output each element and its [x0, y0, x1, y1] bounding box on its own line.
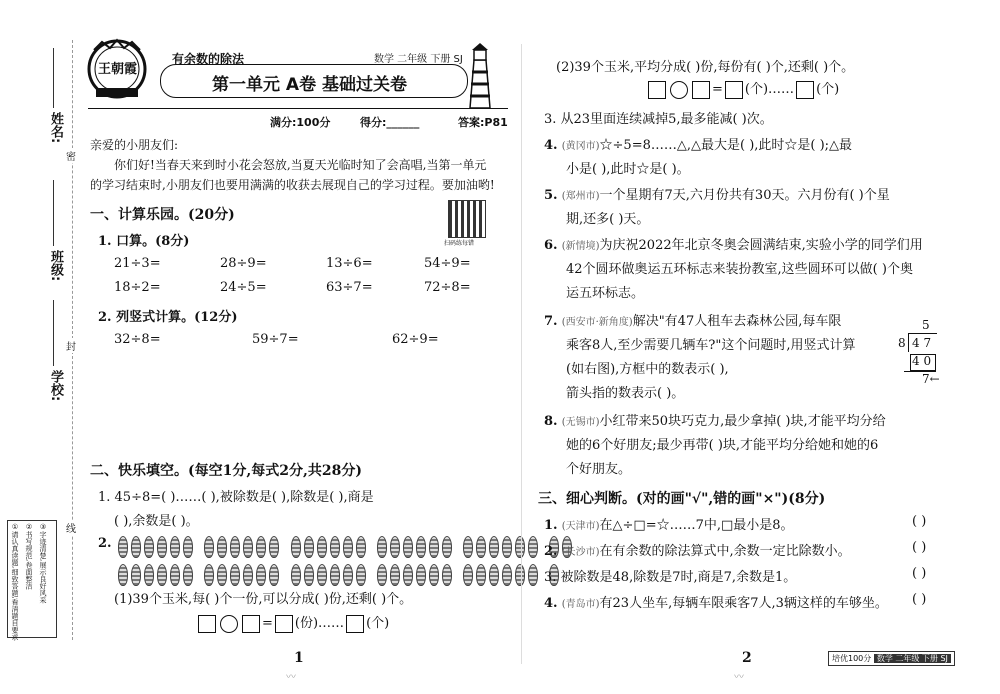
answer-box[interactable]	[346, 615, 364, 633]
q5-text: 一个星期有7天,六月份共有30天。六月份有( )个星	[599, 188, 890, 203]
oral-3[interactable]: 13÷6=	[326, 256, 373, 271]
j4-text: 有23人坐车,每辆车限乘客7人,3辆这样的车够坐。	[599, 596, 888, 611]
page-wave-right: 〰	[734, 672, 744, 683]
logo-text: 王朝霞	[98, 62, 138, 77]
region-tag: (无锡市)	[561, 417, 600, 428]
q6-number: 6.	[544, 238, 558, 253]
region-tag: (黄冈市)	[561, 141, 600, 152]
unit-topic: 有余数的除法	[172, 52, 245, 66]
q6-text: 为庆祝2022年北京冬奥会圆满结束,实验小学的同学们用	[599, 238, 923, 253]
section-2-title: 二、快乐填空。(每空1分,每式2分,共28分)	[90, 463, 362, 479]
note-2: ②书写规范,卷面整洁	[25, 523, 33, 590]
full-score: 满分:100分	[270, 116, 331, 129]
equation-frame-2[interactable]	[646, 78, 839, 99]
judge-3-answer[interactable]: ( )	[912, 566, 927, 581]
j1-number: 1.	[544, 518, 558, 533]
grade-info: 数学 二年级 下册 SJ	[374, 54, 463, 65]
notes-box	[7, 520, 57, 641]
answer-box[interactable]	[648, 81, 666, 99]
school-label: 学校:	[48, 370, 63, 402]
answer-box[interactable]	[692, 81, 710, 99]
j2-number: 2.	[544, 544, 558, 559]
answer-box[interactable]	[242, 615, 260, 633]
unit-label: (份)……	[294, 616, 345, 631]
oral-2[interactable]: 28÷9=	[220, 256, 267, 271]
region-tag: (西安市·新角度)	[561, 317, 633, 328]
q8-text: 小红带来50块巧克力,最少拿掉( )块,才能平均分给	[599, 414, 886, 429]
question-7-line-2: 乘客8人,至少需要几辆车?"这个问题时,用竖式计算	[566, 338, 856, 353]
division-divisor: 8	[898, 336, 906, 350]
school-line	[53, 300, 54, 366]
judge-4-answer[interactable]: ( )	[912, 592, 927, 607]
greeting: 亲爱的小朋友们:	[90, 138, 179, 152]
region-tag: (新情境)	[561, 241, 600, 252]
score-field[interactable]: 得分:______	[360, 116, 420, 129]
operator-circle[interactable]	[220, 615, 238, 633]
question-3[interactable]: 3. 从23里面连续减掉5,最多能减( )次。	[544, 112, 773, 127]
long-division-diagram	[896, 318, 956, 388]
page-number-left: 1	[294, 650, 304, 666]
oral-8[interactable]: 72÷8=	[424, 280, 471, 295]
region-tag: (长沙市)	[561, 547, 600, 558]
j4-number: 4.	[544, 596, 558, 611]
oral-4[interactable]: 54÷9=	[424, 256, 471, 271]
brand-logo	[82, 36, 152, 100]
note-3: ③字迹清楚,展示良好风采	[39, 523, 47, 604]
q4-text: ☆÷5=8……△,△最大是( ),此时☆是( );△最	[599, 138, 853, 153]
equals-sign: =	[262, 616, 273, 631]
region-tag: (青岛市)	[561, 599, 600, 610]
oral-6[interactable]: 24÷5=	[220, 280, 267, 295]
division-remainder: 7←	[922, 372, 940, 386]
page-wave-left: 〰	[286, 672, 296, 683]
region-tag: (郑州市)	[561, 191, 600, 202]
question-4-line-2[interactable]: 小是( ),此时☆是( )。	[566, 162, 690, 177]
seal-char-2: 封	[66, 338, 76, 353]
oral-7[interactable]: 63÷7=	[326, 280, 373, 295]
qr-caption: 扫码练每错	[444, 240, 475, 247]
s2-q1-line-1[interactable]: 1. 45÷8=( )……( ),被除数是( ),除数是( ),商是	[98, 490, 374, 505]
page-divider	[521, 44, 522, 664]
vertical-1[interactable]: 32÷8=	[114, 332, 161, 347]
brand-badge	[828, 651, 955, 666]
vertical-3[interactable]: 62÷9=	[392, 332, 439, 347]
q2-title: 2. 列竖式计算。(12分)	[98, 310, 238, 325]
question-5-line-1[interactable]	[544, 184, 890, 203]
class-label: 班级:	[48, 250, 63, 282]
q8-number: 8.	[544, 414, 558, 429]
oral-5[interactable]: 18÷2=	[114, 280, 161, 295]
corn-illustration	[118, 536, 575, 590]
question-7-line-1[interactable]	[544, 310, 841, 329]
note-1: ①请认真读题,细致答题,看清题目要求	[11, 523, 19, 641]
lighthouse-icon	[460, 42, 500, 110]
division-product: 4 0	[912, 354, 932, 368]
answer-box[interactable]	[198, 615, 216, 633]
answer-ref: 答案:P81	[458, 116, 508, 129]
division-quotient: 5	[922, 318, 930, 332]
question-6-line-3: 运五环标志。	[566, 286, 645, 301]
j1-text: 在△÷□=☆……7中,□最小是8。	[599, 518, 794, 533]
answer-box[interactable]	[725, 81, 743, 99]
header-rule	[88, 108, 508, 109]
oral-1[interactable]: 21÷3=	[114, 256, 161, 271]
unit-label: (个)	[366, 616, 390, 631]
question-8-line-3: 个好朋友。	[566, 462, 632, 477]
region-tag: (天津市)	[561, 521, 600, 532]
unit-label: (个)	[816, 82, 840, 97]
judge-1-answer[interactable]: ( )	[912, 514, 927, 529]
qr-code-icon[interactable]	[448, 200, 486, 238]
judge-4	[544, 592, 888, 611]
question-7-line-4[interactable]: 箭头指的数表示( )。	[566, 386, 685, 401]
judge-3: 3. 被除数是48,除数是7时,商是7,余数是1。	[544, 570, 797, 585]
seal-char-1: 密	[66, 148, 76, 163]
q1-title: 1. 口算。(8分)	[98, 234, 190, 249]
intro-line-1: 你们好!当春天来到时小花会怒放,当夏天光临时知了会高唱,当第一单元	[114, 158, 487, 172]
page-number-right: 2	[742, 650, 752, 666]
operator-circle[interactable]	[670, 81, 688, 99]
name-line	[53, 48, 54, 108]
j2-text: 在有余数的除法算式中,余数一定比除数小。	[599, 544, 851, 559]
intro-line-2: 的学习结束时,小朋友们也要用满满的收获去展现自己的学习过程。要加油哟!	[90, 178, 495, 192]
section-3-title: 三、细心判断。(对的画"√",错的画"×")(8分)	[538, 491, 826, 507]
answer-box[interactable]	[796, 81, 814, 99]
s2-q2-number: 2.	[98, 536, 112, 551]
page-title: 第一单元 A卷 基础过关卷	[212, 75, 407, 95]
q7-number: 7.	[544, 314, 558, 329]
brand-name: 培优100分	[832, 654, 872, 663]
q7-text: 解决"有47人租车去森林公园,每车限	[632, 314, 842, 329]
seal-char-3: 线	[66, 520, 76, 535]
question-8-line-1[interactable]	[544, 410, 886, 429]
s2-q2-part-2[interactable]: (2)39个玉米,平均分成( )份,每份有( )个,还剩( )个。	[556, 60, 855, 75]
judge-1	[544, 514, 794, 533]
judge-2-answer[interactable]: ( )	[912, 540, 927, 555]
unit-label: (个)……	[744, 82, 795, 97]
s2-q1-line-2[interactable]: ( ),余数是( )。	[114, 514, 199, 529]
equation-frame-1[interactable]	[196, 612, 389, 633]
question-5-line-2[interactable]: 期,还多( )天。	[566, 212, 650, 227]
judge-2	[544, 540, 851, 559]
q5-number: 5.	[544, 188, 558, 203]
class-line	[53, 180, 54, 246]
question-7-line-3[interactable]: (如右图),方框中的数表示( ),	[566, 362, 729, 377]
question-8-line-2[interactable]: 她的6个好朋友;最少再带( )块,才能平均分给她和她的6	[566, 438, 879, 453]
name-label: 姓名:	[48, 112, 63, 144]
equals-sign: =	[712, 82, 723, 97]
question-6-line-1[interactable]	[544, 234, 923, 253]
brand-info: 数学 二年级 下册 SJ	[874, 654, 951, 663]
s2-q2-part-1[interactable]: (1)39个玉米,每( )个一份,可以分成( )份,还剩( )个。	[114, 592, 413, 607]
vertical-2[interactable]: 59÷7=	[252, 332, 299, 347]
answer-box[interactable]	[275, 615, 293, 633]
division-dividend: 4 7	[912, 336, 932, 350]
section-1-title: 一、计算乐园。(20分)	[90, 207, 235, 223]
question-4-line-1[interactable]	[544, 134, 852, 153]
question-6-line-2[interactable]: 42个圆环做奥运五环标志来装扮教室,这些圆环可以做( )个奥	[566, 262, 913, 277]
q4-number: 4.	[544, 138, 558, 153]
